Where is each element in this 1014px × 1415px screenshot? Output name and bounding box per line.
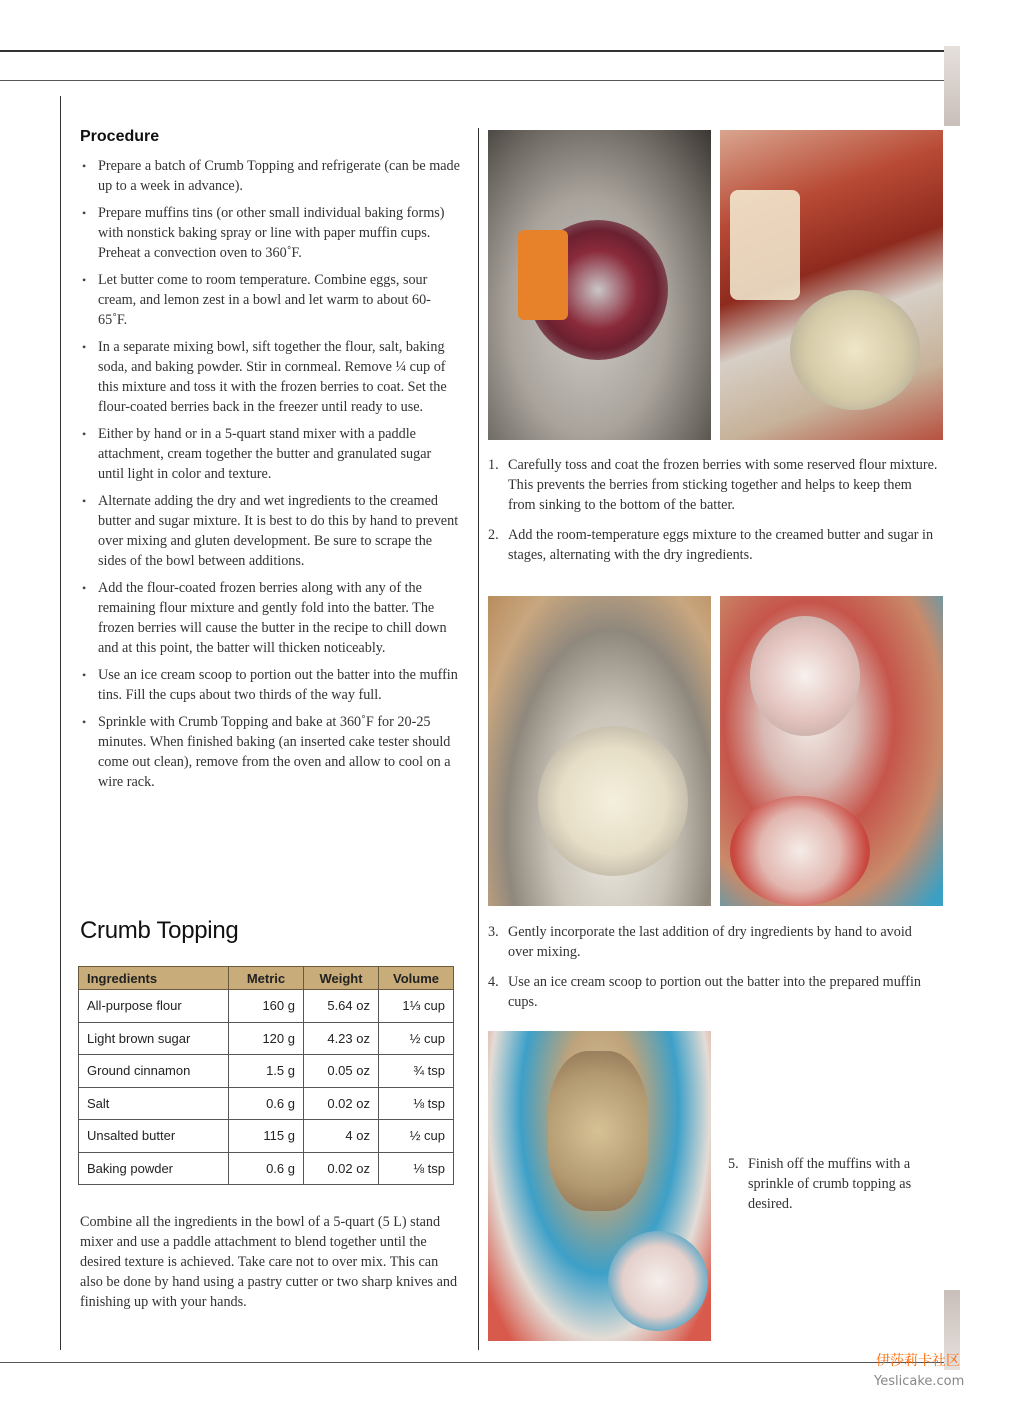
- procedure-step: [80, 712, 460, 792]
- volume-cell: ¾ tsp: [379, 1055, 454, 1088]
- caption-list-1: [488, 455, 940, 575]
- caption-item: [488, 922, 940, 962]
- metric-cell: 160 g: [229, 990, 304, 1023]
- table-header-row: [79, 967, 454, 990]
- bullet-icon: •: [82, 715, 87, 729]
- procedure-step-text: Either by hand or in a 5-quart stand mixer with a paddle attachment, cream together the butter and granulated sugar until light in color and texture.: [98, 426, 432, 482]
- caption-number: 1.: [488, 457, 499, 473]
- caption-number: 3.: [488, 924, 499, 940]
- photo-coating-berries: [488, 130, 711, 440]
- left-column-rule: [60, 96, 61, 1350]
- measuring-cup-shape: [730, 190, 800, 300]
- caption-number: 2.: [488, 527, 499, 543]
- photo-scooping-batter: [720, 596, 943, 906]
- corner-tab-top: [944, 46, 960, 126]
- bullet-icon: •: [82, 206, 87, 220]
- table-row: [79, 1087, 454, 1120]
- table-row: [79, 1120, 454, 1153]
- crumb-topping-description: Combine all the ingredients in the bowl of a 5-quart (5 L) stand mixer and use a paddle attachment to blend together until the desired texture is achieved. Take care not to over mix. This can also be done by hand using a pastry cutter or two sharp knives and finishing up with your hands.: [80, 1214, 458, 1310]
- top-rule: [0, 50, 960, 52]
- procedure-step: [80, 424, 460, 484]
- column-header-ingredients: Ingredients: [79, 967, 229, 990]
- caption-number: 4.: [488, 974, 499, 990]
- caption-text: Use an ice cream scoop to portion out the batter into the prepared muffin cups.: [508, 974, 922, 1010]
- procedure-step: [80, 270, 460, 330]
- bullet-icon: •: [82, 427, 87, 441]
- weight-cell: 4 oz: [304, 1120, 379, 1153]
- column-header-weight: Weight: [304, 967, 379, 990]
- procedure-step: [80, 203, 460, 263]
- ingredient-cell: Ground cinnamon: [79, 1055, 229, 1088]
- photo-crumb-topping: [488, 1031, 711, 1341]
- procedure-step: [80, 665, 460, 705]
- bullet-icon: •: [82, 273, 87, 287]
- procedure-list: [80, 156, 460, 799]
- crumb-handful-shape: [548, 1051, 648, 1211]
- bullet-icon: •: [82, 581, 87, 595]
- table-row: [79, 1152, 454, 1185]
- table-row: [79, 990, 454, 1023]
- weight-cell: 0.05 oz: [304, 1055, 379, 1088]
- procedure-step: [80, 491, 460, 571]
- procedure-step-text: Prepare muffins tins (or other small individual baking forms) with nonstick baking spray or line with paper muffin cups. Preheat a convection oven to 360˚F.: [98, 205, 445, 261]
- bullet-icon: •: [82, 159, 87, 173]
- procedure-step-text: Alternate adding the dry and wet ingredients to the creamed butter and sugar mixture. It is best to do this by hand to prevent over mixing and gluten development. Be sure to scrape the sides of the bowl between additions.: [98, 493, 459, 569]
- bullet-icon: •: [82, 668, 87, 682]
- scraper-shape: [518, 230, 568, 320]
- caption-item: [728, 1154, 928, 1214]
- metric-cell: 0.6 g: [229, 1087, 304, 1120]
- watermark-url: Yeslicake.com: [874, 1374, 965, 1389]
- caption-text: Finish off the muffins with a sprinkle of crumb topping as desired.: [748, 1156, 912, 1212]
- bullet-icon: •: [82, 494, 87, 508]
- photo-stand-mixer: [720, 130, 943, 440]
- table-row: [79, 1022, 454, 1055]
- volume-cell: ⅛ tsp: [379, 1087, 454, 1120]
- procedure-step: [80, 337, 460, 417]
- crumb-topping-heading: Crumb Topping: [80, 917, 239, 944]
- caption-list-2: [488, 922, 940, 1022]
- ingredient-cell: Unsalted butter: [79, 1120, 229, 1153]
- procedure-step-text: In a separate mixing bowl, sift together the flour, salt, baking soda, and baking powder. Stir in cornmeal. Remove ¼ cup of this mixture and toss it with the frozen berries to coat. Set the flour-coated berries back in the freezer until ready to use.: [98, 339, 447, 415]
- volume-cell: ½ cup: [379, 1022, 454, 1055]
- mixer-bowl-shape: [790, 290, 920, 410]
- ingredient-cell: Baking powder: [79, 1152, 229, 1185]
- volume-cell: ⅛ tsp: [379, 1152, 454, 1185]
- scoop-shape: [750, 616, 860, 736]
- procedure-step-text: Prepare a batch of Crumb Topping and refrigerate (can be made up to a week in advance).: [98, 158, 460, 194]
- weight-cell: 4.23 oz: [304, 1022, 379, 1055]
- watermark-cn: 伊莎莉卡社区: [876, 1353, 960, 1369]
- batter-bowl-shape: [538, 726, 688, 876]
- procedure-step-text: Sprinkle with Crumb Topping and bake at 360˚F for 20-25 minutes. When finished baking (an inserted cake tester should come out clean), remove from the oven and allow to cool on a wire rack.: [98, 714, 451, 790]
- caption-item: [488, 525, 940, 565]
- column-header-metric: Metric: [229, 967, 304, 990]
- ingredient-cell: All-purpose flour: [79, 990, 229, 1023]
- metric-cell: 1.5 g: [229, 1055, 304, 1088]
- procedure-step-text: Let butter come to room temperature. Combine eggs, sour cream, and lemon zest in a bowl and let warm to about 60-65˚F.: [98, 272, 431, 328]
- bullet-icon: •: [82, 340, 87, 354]
- weight-cell: 5.64 oz: [304, 990, 379, 1023]
- bottom-rule: [0, 1362, 944, 1363]
- ingredient-cell: Light brown sugar: [79, 1022, 229, 1055]
- procedure-step-text: Use an ice cream scoop to portion out the batter into the muffin tins. Fill the cups about two thirds of the way full.: [98, 667, 458, 703]
- procedure-heading: Procedure: [80, 128, 160, 145]
- caption-text: Gently incorporate the last addition of dry ingredients by hand to avoid over mixing.: [508, 924, 912, 960]
- metric-cell: 0.6 g: [229, 1152, 304, 1185]
- weight-cell: 0.02 oz: [304, 1087, 379, 1120]
- ingredients-table: [78, 966, 454, 1185]
- photo-folding-batter: [488, 596, 711, 906]
- muffin-cup-blue-shape: [608, 1231, 708, 1331]
- procedure-step: [80, 156, 460, 196]
- ingredient-cell: Salt: [79, 1087, 229, 1120]
- top-rule-thin: [0, 80, 944, 81]
- procedure-step-text: Add the flour-coated frozen berries along with any of the remaining flour mixture and gently fold into the batter. The frozen berries will cause the butter in the recipe to chill down and at this point, the batter will thicken noticeably.: [98, 580, 447, 656]
- column-header-volume: Volume: [379, 967, 454, 990]
- caption-item: [488, 972, 940, 1012]
- caption-number: 5.: [728, 1156, 739, 1172]
- volume-cell: ½ cup: [379, 1120, 454, 1153]
- caption-text: Carefully toss and coat the frozen berries with some reserved flour mixture. This prevents the berries from sticking together and helps to keep them from sinking to the bottom of the batter.: [508, 457, 938, 513]
- table-row: [79, 1055, 454, 1088]
- metric-cell: 115 g: [229, 1120, 304, 1153]
- metric-cell: 120 g: [229, 1022, 304, 1055]
- weight-cell: 0.02 oz: [304, 1152, 379, 1185]
- volume-cell: 1⅓ cup: [379, 990, 454, 1023]
- caption-list-3: [728, 1154, 928, 1224]
- procedure-step: [80, 578, 460, 658]
- caption-item: [488, 455, 940, 515]
- middle-column-rule: [478, 128, 479, 1350]
- muffin-cup-shape: [730, 796, 870, 906]
- caption-text: Add the room-temperature eggs mixture to the creamed butter and sugar in stages, alternating with the dry ingredients.: [508, 527, 934, 563]
